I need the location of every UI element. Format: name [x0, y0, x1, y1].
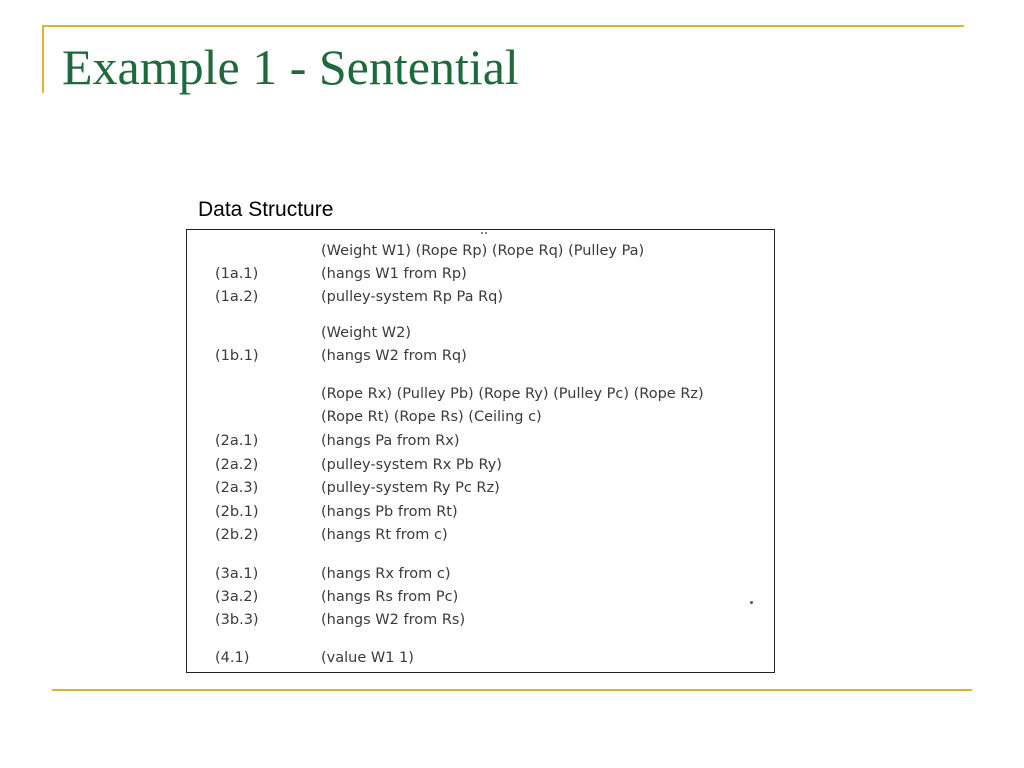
row-statement: (hangs W2 from Rs): [321, 612, 466, 628]
row-label: (2a.2): [215, 457, 259, 473]
row-statement: (Weight W2): [321, 325, 412, 341]
row-label: (4.1): [215, 650, 250, 666]
row-label: (2b.1): [215, 504, 259, 520]
row-statement: (pulley-system Rx Pb Ry): [321, 457, 502, 473]
row-statement: (Weight W1) (Rope Rp) (Rope Rq) (Pulley Pa): [321, 243, 645, 259]
row-statement: (value W1 1): [321, 650, 414, 666]
row-label: (3b.3): [215, 612, 259, 628]
row-label: (3a.2): [215, 589, 259, 605]
left-rule: [42, 25, 44, 93]
row-label: (3a.1): [215, 566, 259, 582]
slide-title: Example 1 - Sentential: [62, 39, 519, 95]
row-statement: (hangs Pb from Rt): [321, 504, 458, 520]
row-statement: (hangs Rt from c): [321, 527, 448, 543]
scan-dot: [750, 601, 753, 604]
row-statement: (Rope Rt) (Rope Rs) (Ceiling c): [321, 409, 542, 425]
row-statement: (hangs W1 from Rp): [321, 266, 467, 282]
row-label: (1a.1): [215, 266, 259, 282]
bottom-rule: [52, 689, 972, 691]
top-rule: [42, 25, 964, 27]
data-structure-figure: [186, 229, 775, 673]
row-statement: (pulley-system Ry Pc Rz): [321, 480, 500, 496]
row-statement: (hangs Rx from c): [321, 566, 451, 582]
row-statement: (Rope Rx) (Pulley Pb) (Rope Ry) (Pulley Pc) (Rope Rz): [321, 386, 704, 402]
row-statement: (hangs W2 from Rq): [321, 348, 467, 364]
row-statement: (pulley-system Rp Pa Rq): [321, 289, 504, 305]
row-label: (2a.3): [215, 480, 259, 496]
row-label: (2a.1): [215, 433, 259, 449]
figure-caption: Data Structure: [198, 198, 334, 221]
row-label: (1a.2): [215, 289, 259, 305]
row-statement: (hangs Pa from Rx): [321, 433, 460, 449]
row-label: (2b.2): [215, 527, 259, 543]
row-statement: (hangs Rs from Pc): [321, 589, 459, 605]
scan-artifact: [481, 232, 487, 236]
row-label: (1b.1): [215, 348, 259, 364]
